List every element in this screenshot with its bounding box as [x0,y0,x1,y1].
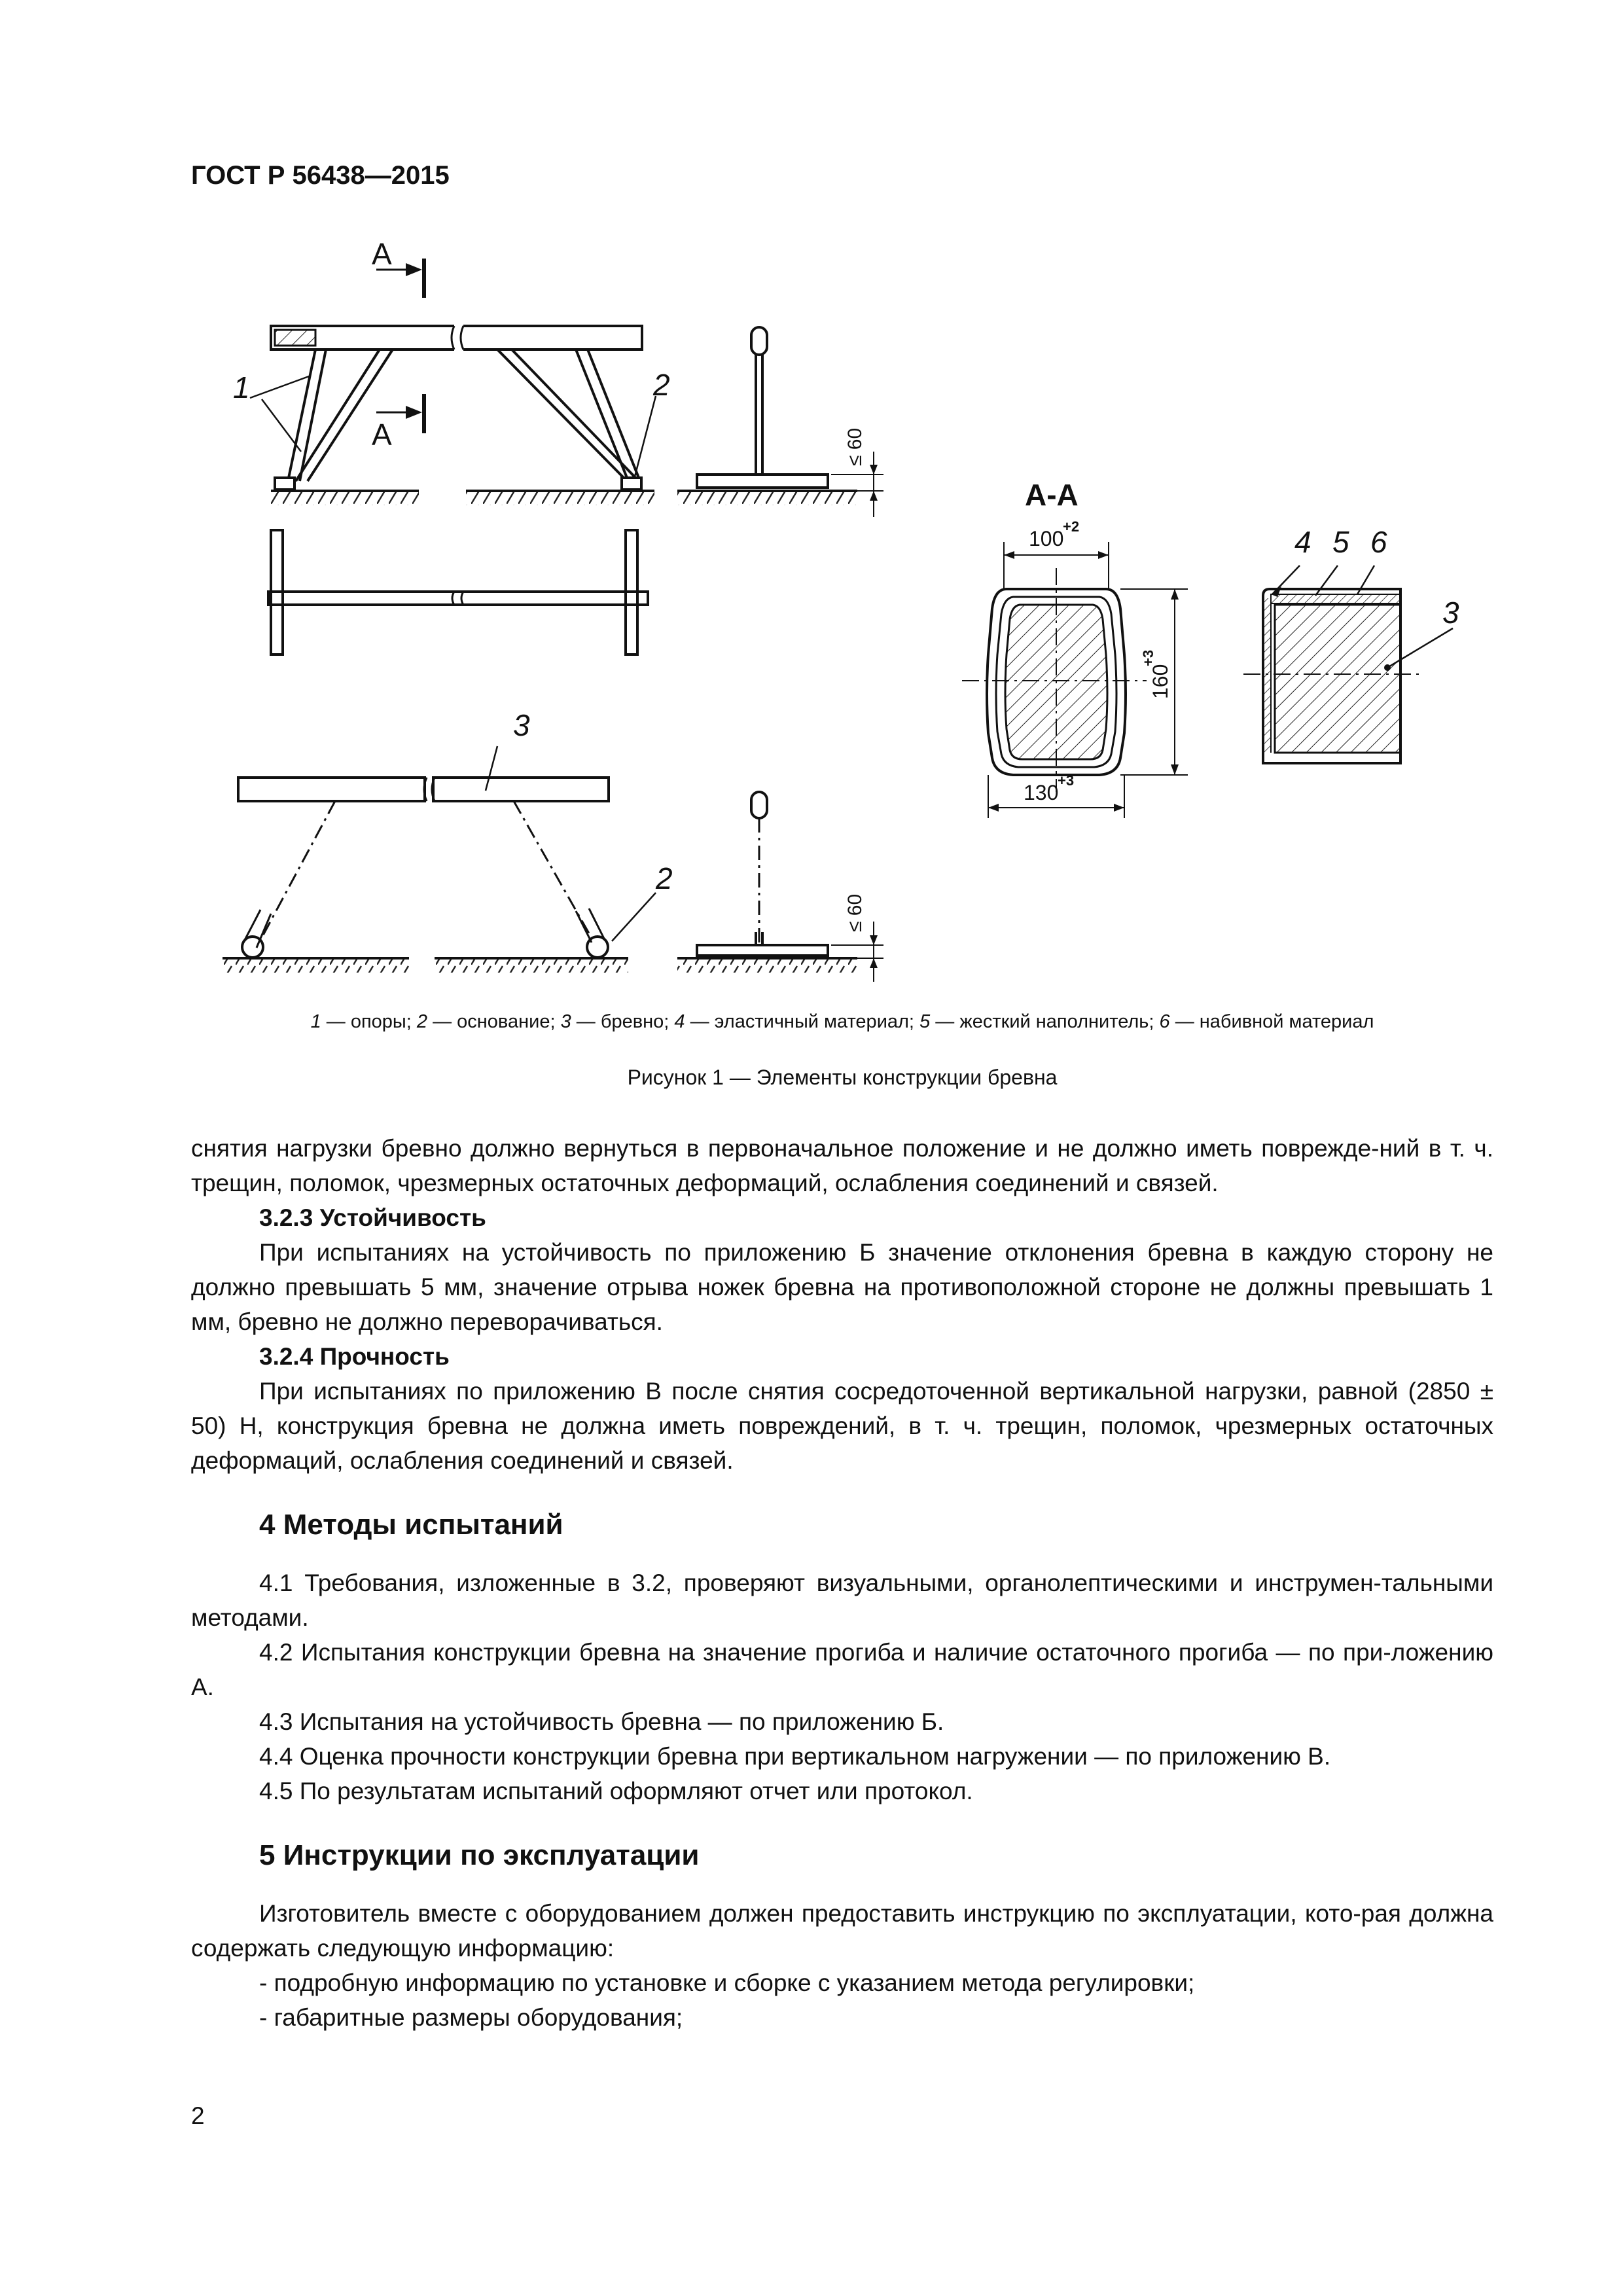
dim-width-top-tol: +2 [1063,518,1080,535]
paragraph-3-2-4: При испытаниях по приложению В после снятия сосредоточенной вертикальной нагрузки, равной (2850 ± 50) Н, конструкция бревна не должна иметь повреждений, в т. ч. трещин, поломок, чрезмерных остаточных деформаций, ослабления соединений и связей. [191,1378,1493,1474]
dim-width-top: 100 [1029,527,1064,550]
legend-text-3: — бревно; [571,1011,675,1032]
dim-width-bottom-tol: +3 [1058,772,1075,789]
dim-width-bottom: 130 [1024,781,1059,804]
legend-num-4: 4 [674,1011,685,1032]
legend-text-2: — основание; [427,1011,561,1032]
figure-caption: Рисунок 1 — Элементы конструкции бревна [627,1066,1058,1089]
legend-num-5: 5 [919,1011,931,1032]
clearance-dim-bottom: ≤ 60 [844,893,866,932]
legend-num-2: 2 [416,1011,428,1032]
paragraph-continuation: снятия нагрузки бревно должно вернуться в первоначальное положение и не должно иметь поврежде-ний в т. ч. трещин, поломок, чрезмерных остаточных деформаций, ослабления соединений и связей. [191,1135,1493,1196]
legend-text-5: — жесткий наполнитель; [930,1011,1160,1032]
heading-3-2-3: 3.2.3 Устойчивость [259,1204,486,1231]
paragraph-4-5: 4.5 По результатам испытаний оформляют отчет или протокол. [259,1778,973,1804]
callout-3-section: 3 [1442,596,1459,630]
figure-1 [0,0,1623,1113]
list-item: - габаритные размеры оборудования; [259,2004,683,2031]
list-item: - подробную информацию по установке и сборке с указанием метода регулировки; [259,1969,1195,1996]
callout-4: 4 [1294,525,1311,559]
construction-drawing [0,0,1623,1113]
paragraph-4-3: 4.3 Испытания на устойчивость бревна — по приложению Б. [259,1708,944,1735]
legend-text-1: — опоры; [321,1011,417,1032]
legend-num-6: 6 [1159,1011,1170,1032]
callout-1: 1 [233,370,250,404]
section-5-heading: 5 Инструкции по эксплуатации [259,1839,700,1871]
paragraph-4-2: 4.2 Испытания конструкции бревна на значение прогиба и наличие остаточного прогиба — по при-ложению А. [191,1639,1493,1700]
paragraph-3-2-3: При испытаниях на устойчивость по приложению Б значение отклонения бревна в каждую сторону не должно превышать 5 мм, значение отрыва ножек бревна на противоположной стороне не должны превышать 1 мм, бревно не должно переворачиваться. [191,1239,1493,1335]
heading-3-2-4: 3.2.4 Прочность [259,1343,450,1370]
callout-2-top: 2 [653,368,670,402]
callout-3-beam: 3 [513,708,530,742]
callout-5: 5 [1332,525,1349,559]
legend-text-6: — набивной материал [1169,1011,1374,1032]
section-4-heading: 4 Методы испытаний [259,1509,563,1541]
section-aa-title: А-А [1025,478,1079,512]
paragraph-4-4: 4.4 Оценка прочности конструкции бревна при вертикальном нагружении — по приложению В. [259,1743,1331,1770]
callout-2-bottom: 2 [656,861,673,895]
dim-height: 160 [1149,664,1172,699]
body-text [191,1131,1493,2035]
clearance-dim-top: ≤ 60 [844,427,866,466]
legend-num-3: 3 [560,1011,571,1032]
legend-num-1: 1 [310,1011,321,1032]
callout-6: 6 [1370,525,1387,559]
section-marker-top: А [372,237,392,271]
section-marker-bottom: А [372,418,392,452]
legend-text-4: — эластичный материал; [685,1011,920,1032]
dim-height-tol: +3 [1140,649,1156,666]
paragraph-4-1: 4.1 Требования, изложенные в 3.2, проверяют визуальными, органолептическими и инструмен-тальными методами. [191,1570,1493,1631]
page-number: 2 [191,2102,205,2129]
paragraph-5: Изготовитель вместе с оборудованием должен предоставить инструкцию по эксплуатации, кото-рая должна содержать следующую информацию: [191,1900,1493,1962]
document-header: ГОСТ Р 56438—2015 [191,161,450,190]
figure-legend [191,1011,1493,1033]
